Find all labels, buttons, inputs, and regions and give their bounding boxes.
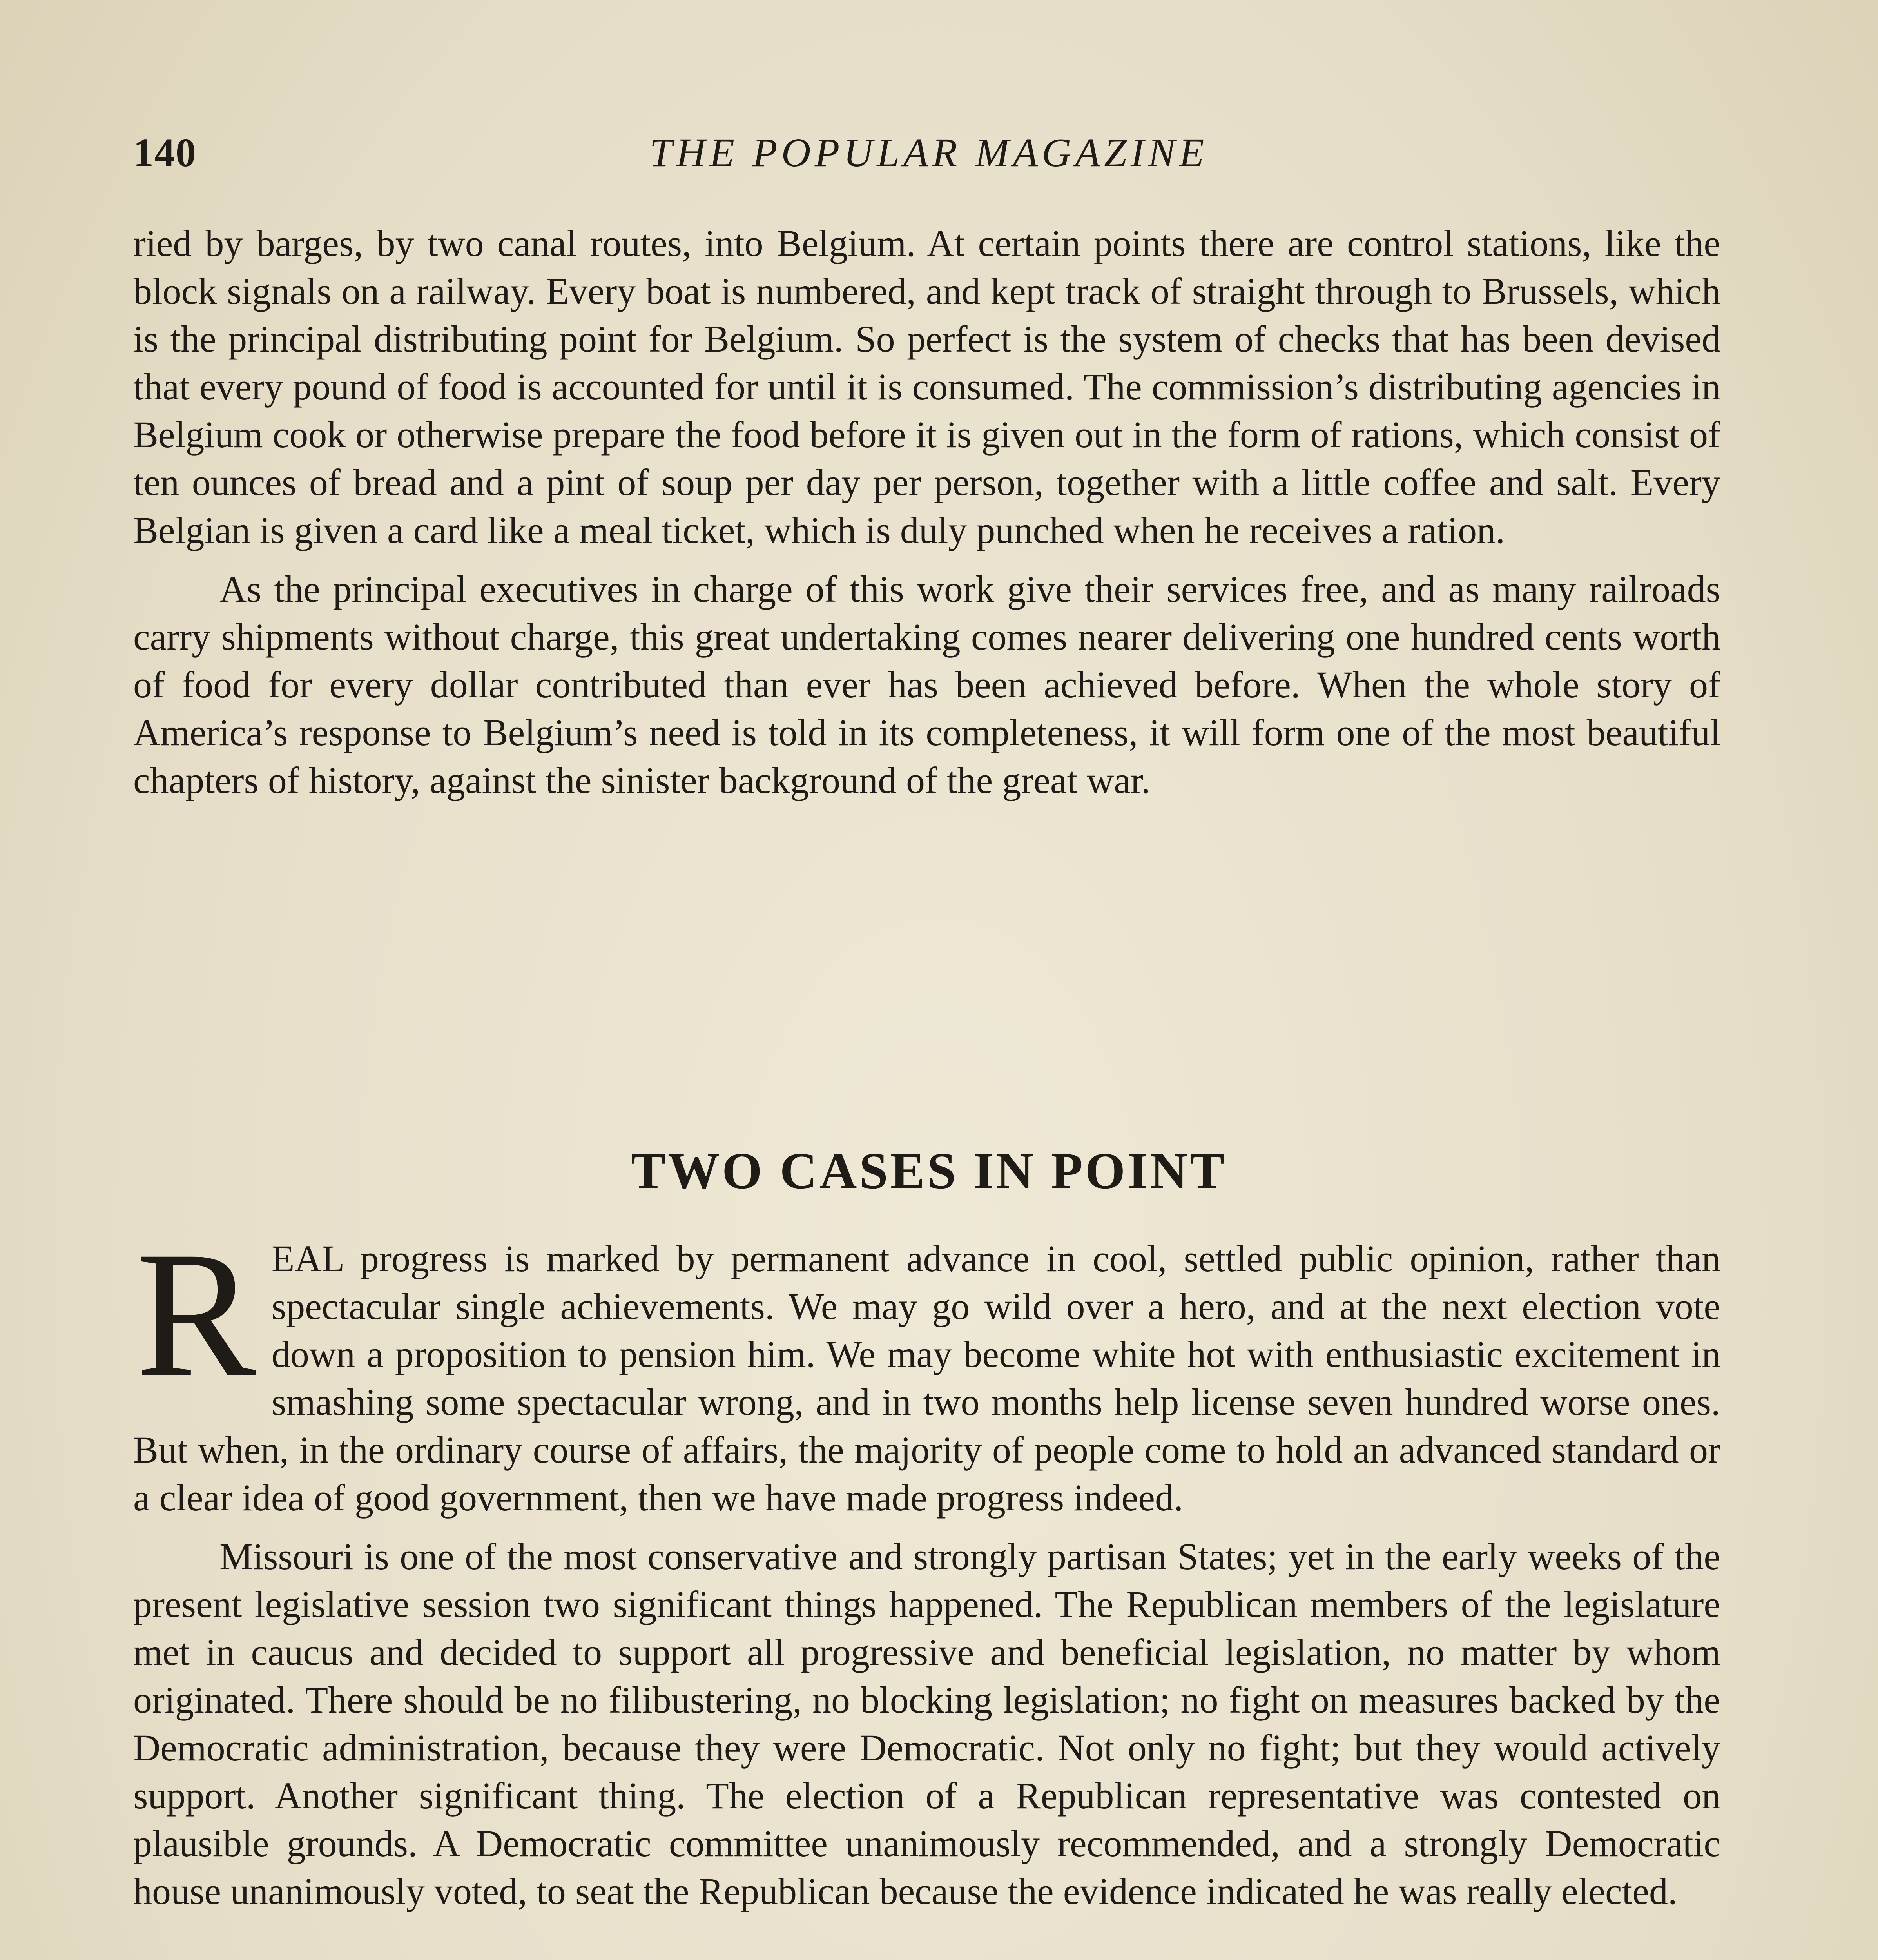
section1-paragraph-1-text: EAL progress is marked by permanent advance in cool, settled public opinion, rather than spectacular single achievements. We may go wild over a hero, and at the next election vote down a proposition to pension him. We may become white hot with enthusiastic excitement in smashing some spectacular wrong, and in two months help license seven hundred worse ones. But when, in the ordinary course of affairs, the majority of people come to hold an advanced standard or a clear idea of good government, then we have made progress indeed. xyxy=(133,1238,1720,1519)
dropcap-r: R xyxy=(136,1214,256,1414)
section-heading-two-cases: TWO CASES IN POINT xyxy=(631,1142,1227,1200)
intro-paragraph-1: ried by barges, by two canal routes, into Belgium. At certain points there are control stations, like the block signals on a railway. Every boat is numbered, and kept track of straight through to Brussels, which is the principal distributing point for Belgium. So perfect is the system of checks that has been devised that every pound of food is accounted for until it is consumed. The commission’s distributing agencies in Belgium cook or otherwise prepare the food before it is given out in the form of rations, which consist of ten ounces of bread and a pint of soup per day per person, together with a little coffee and salt. Every Belgian is given a card like a meal ticket, which is duly punched when he receives a ration. xyxy=(133,222,1720,551)
running-title: THE POPULAR MAGAZINE xyxy=(649,130,1208,175)
intro-paragraph-2: As the principal executives in charge of this work give their services free, and as many railroads carry shipments without charge, this great undertaking comes nearer delivering one hundred cents worth of food for every dollar contributed than ever has been achieved before. When the whole story of America’s response to Belgium’s need is told in its completeness, it will form one of the most beautiful chapters of history, against the sinister background of the great war. xyxy=(133,568,1720,801)
intro-text-block xyxy=(133,220,1720,804)
section1-paragraph-2: Missouri is one of the most conservative and strongly partisan States; yet in the early weeks of the present legislative session two significant things happened. The Republican members of the legislature met in caucus and decided to support all progressive and beneficial legislation, no matter by whom originated. There should be no filibustering, no blocking legislation; no fight on measures backed by the Democratic administration, because they were Democratic. Not only no fight; but they would actively support. Another significant thing. The election of a Republican representative was contested on plausible grounds. A Democratic committee unanimously recommended, and a strongly Democratic house unanimously voted, to seat the Republican because the evidence indicated he was really elected. xyxy=(133,1535,1720,1912)
page-number: 140 xyxy=(133,130,197,175)
page-header xyxy=(133,129,1724,192)
section1-text-block xyxy=(133,1214,1720,1915)
section1-paragraph-1 xyxy=(133,1214,1720,1522)
